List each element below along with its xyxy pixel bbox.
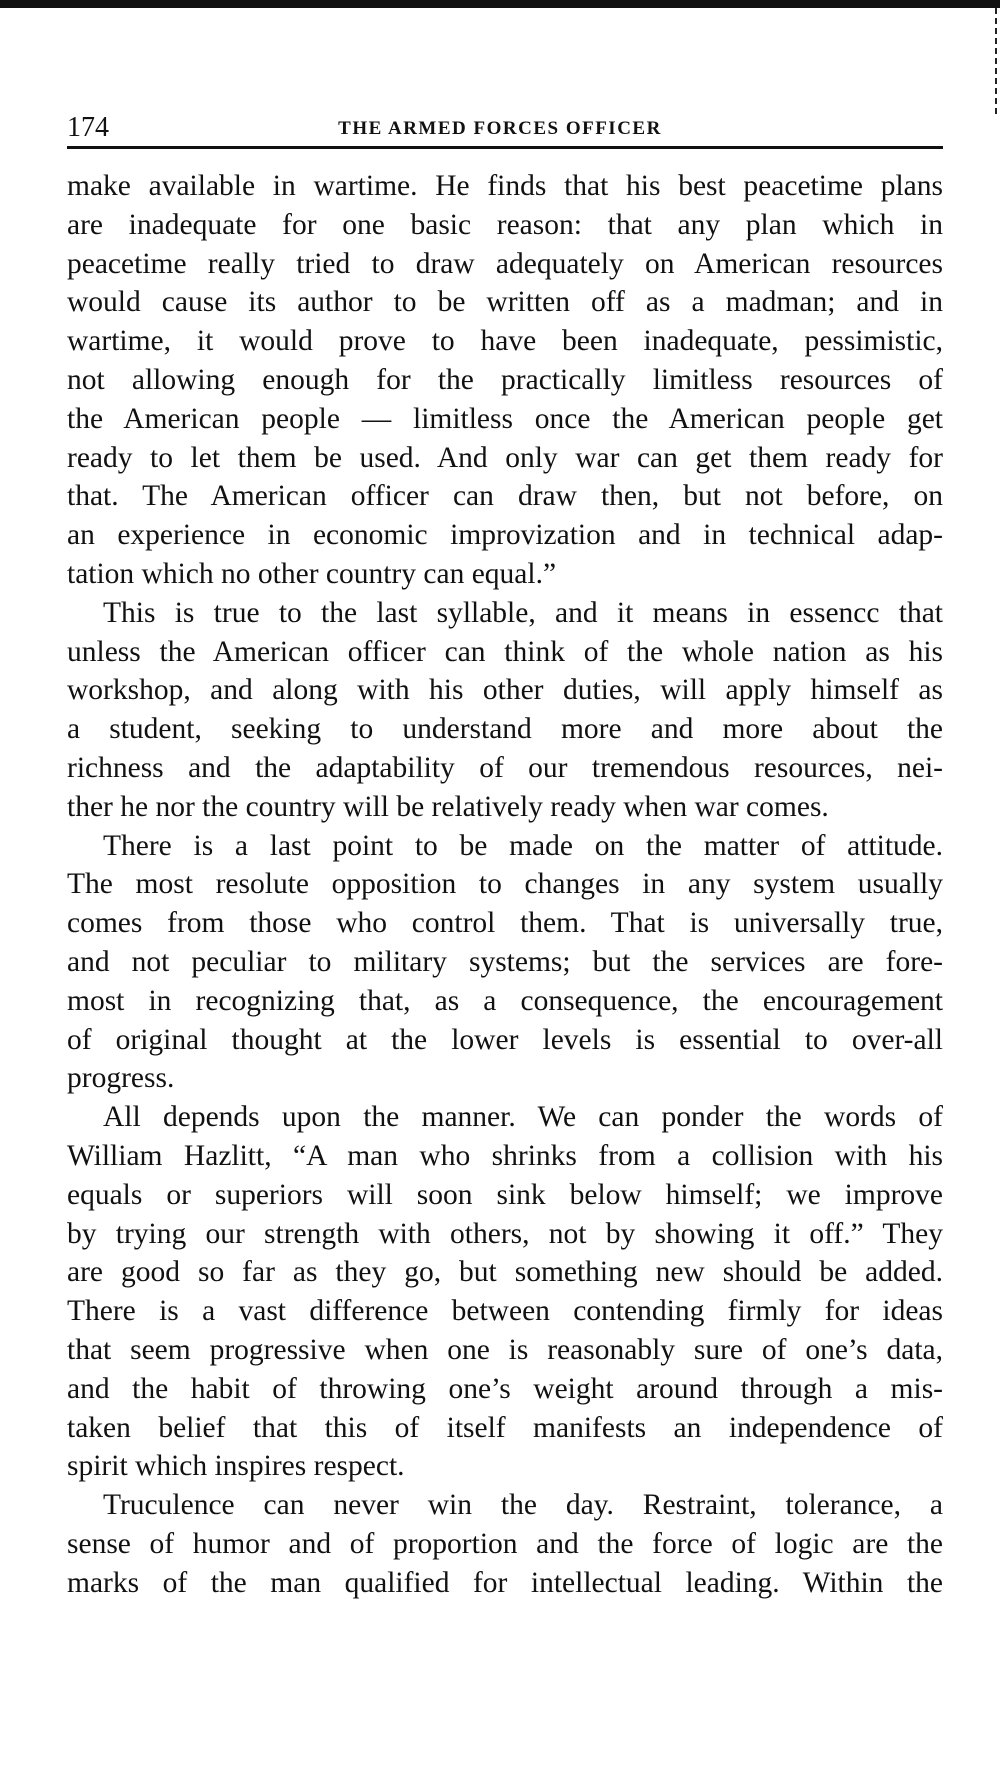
text-line: workshop, and along with his other duties, will apply himself as bbox=[67, 674, 943, 707]
text-line: and the habit of throwing one’s weight around through a mis- bbox=[67, 1372, 943, 1405]
text-line: ther he nor the country will be relatively ready when war comes. bbox=[67, 790, 829, 823]
paragraph bbox=[67, 1098, 943, 1486]
scan-edge-mark bbox=[995, 8, 997, 118]
text-line: taken belief that this of itself manifests an independence of bbox=[67, 1411, 943, 1444]
text-line: an experience in economic improvization and in technical adap- bbox=[67, 519, 943, 552]
text-line: Truculence can never win the day. Restraint, tolerance, a bbox=[103, 1489, 943, 1522]
header-rule bbox=[67, 146, 943, 149]
text-line: The most resolute opposition to changes in any system usually bbox=[67, 868, 943, 901]
text-line: richness and the adaptability of our tremendous resources, nei- bbox=[67, 751, 943, 784]
text-line: This is true to the last syllable, and it means in essencc that bbox=[103, 596, 943, 629]
text-line: William Hazlitt, “A man who shrinks from a collision with his bbox=[67, 1139, 943, 1172]
paragraph bbox=[67, 827, 943, 1099]
text-line: a student, seeking to understand more and more about the bbox=[67, 713, 943, 746]
text-line: There is a vast difference between contending firmly for ideas bbox=[67, 1295, 943, 1328]
text-line: equals or superiors will soon sink below himself; we improve bbox=[67, 1178, 943, 1211]
text-line: comes from those who control them. That is universally true, bbox=[67, 907, 943, 940]
page-body bbox=[67, 167, 943, 1602]
text-line: would cause its author to be written off as a madman; and in bbox=[67, 286, 943, 319]
text-line: not allowing enough for the practically limitless resources of bbox=[67, 363, 943, 396]
text-line: that. The American officer can draw then, but not before, on bbox=[67, 480, 943, 513]
text-line: are inadequate for one basic reason: that any plan which in bbox=[67, 208, 943, 241]
text-line: progress. bbox=[67, 1062, 175, 1095]
text-line: peacetime really tried to draw adequately on American resources bbox=[67, 247, 943, 280]
text-line: of original thought at the lower levels is essential to over-all bbox=[67, 1023, 943, 1056]
text-line: wartime, it would prove to have been inadequate, pessimistic, bbox=[67, 325, 943, 358]
text-line: unless the American officer can think of the whole nation as his bbox=[67, 635, 943, 668]
text-line: make available in wartime. He finds that his best peacetime plans bbox=[67, 170, 943, 202]
text-line: and not peculiar to military systems; but the services are fore- bbox=[67, 945, 943, 978]
text-line: spirit which inspires respect. bbox=[67, 1450, 405, 1483]
text-line: There is a last point to be made on the matter of attitude. bbox=[103, 829, 943, 862]
text-line: sense of humor and of proportion and the force of logic are the bbox=[67, 1527, 943, 1560]
text-line: are good so far as they go, but something new should be added. bbox=[67, 1256, 943, 1289]
running-title: THE ARMED FORCES OFFICER bbox=[338, 118, 662, 139]
text-line: by trying our strength with others, not by showing it off.” They bbox=[67, 1217, 943, 1250]
text-line: most in recognizing that, as a consequence, the encouragement bbox=[67, 984, 943, 1017]
page-number: 174 bbox=[67, 112, 109, 143]
text-line: that seem progressive when one is reasonably sure of one’s data, bbox=[67, 1333, 943, 1366]
text-line: All depends upon the manner. We can ponder the words of bbox=[103, 1101, 943, 1134]
paragraph bbox=[67, 594, 943, 827]
text-line: marks of the man qualified for intellectual leading. Within the bbox=[67, 1566, 943, 1599]
text-line: ready to let them be used. And only war can get them ready for bbox=[67, 441, 943, 474]
text-line: tation which no other country can equal.” bbox=[67, 557, 557, 590]
scan-top-border bbox=[0, 0, 1000, 8]
paragraph bbox=[67, 167, 943, 594]
paragraph bbox=[67, 1486, 943, 1602]
text-line: the American people — limitless once the American people get bbox=[67, 402, 943, 435]
